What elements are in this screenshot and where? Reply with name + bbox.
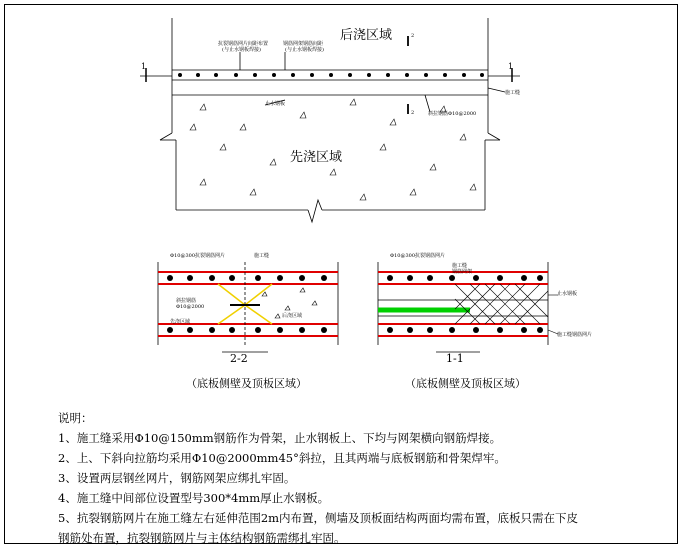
s22-crack-mesh-label: Φ10@300抗裂钢筋网片 [170, 253, 226, 259]
s22-later-label: 后浇区域 [282, 313, 303, 319]
s11-waterstop-label: 止水钢板 [557, 291, 578, 297]
s22-caption: （底板侧壁及顶板区域） [186, 377, 307, 390]
s11-frame-label: 钢筋网架 [452, 269, 473, 275]
note-item: 4、施工缝中间部位设置型号300*4mm厚止水钢板。 [58, 491, 330, 505]
note-item: 3、设置两层钢丝网片，钢筋网架应绑扎牢固。 [58, 471, 296, 485]
region-first-label: 先浇区域 [290, 150, 343, 165]
section-mark-right: 1 [508, 62, 514, 71]
section-mark-top: 2 [411, 33, 415, 39]
note-item: 2、上、下斜向拉筋均采用Φ10@2000mm45°斜拉，且其两端与底板钢筋和骨架焊牢。 [58, 451, 506, 465]
section-mark-left: 1 [141, 62, 147, 71]
s11-crack-mesh-label: Φ10@300抗裂钢筋网片 [390, 253, 446, 259]
waterstop-label: 止水钢板 [265, 101, 286, 107]
s11-title: 1-1 [446, 352, 464, 365]
note-item: 1、施工缝采用Φ10@150mm钢筋作为骨架，止水钢板上、下均与网架横向钢筋焊接。 [58, 431, 502, 445]
notes-heading: 说明： [58, 411, 93, 425]
region-later-label: 后浇区域 [340, 28, 393, 43]
section-mark-bottom: 2 [411, 110, 415, 116]
s11-joint-mesh-label: 施工缝钢筋网片 [557, 332, 593, 338]
s22-diag-label-2: Φ10@2000 [176, 304, 205, 310]
top-plan [140, 18, 520, 222]
note-item: 5、抗裂钢筋网片在施工缝左右延伸范围2m内布置，侧墙及顶板面结构两面均需布置，底板只需在下皮 [58, 511, 579, 525]
notes-block [58, 408, 578, 548]
note-item: 钢筋处布置，抗裂钢筋网片与主体结构钢筋需绑扎牢固。 [58, 531, 346, 545]
rebar-label-left-1: 抗裂钢筋网片间距布置 [218, 41, 269, 47]
s22-title: 2-2 [230, 352, 248, 365]
s22-diag-label-1: 斜拉钢筋 [176, 298, 197, 304]
rebar-label-mid-2: (与止水钢板焊接) [285, 47, 324, 53]
section-1-1 [378, 262, 558, 352]
construction-joint-label: 施工缝 [505, 90, 521, 96]
top-rebar-dots [178, 73, 484, 77]
s11-joint-label: 施工缝 [452, 263, 468, 269]
diag-label: 斜拉钢筋Φ10@2000 [428, 111, 477, 117]
rebar-label-left-2: (与止水钢板焊接) [222, 47, 261, 53]
rebar-label-mid-1: 钢筋网架钢筋间距 [283, 41, 324, 47]
s22-joint-label: 施工缝 [254, 253, 270, 259]
s11-caption: （底板侧壁及顶板区域） [405, 377, 526, 390]
s22-first-label: 先浇区域 [170, 319, 191, 325]
